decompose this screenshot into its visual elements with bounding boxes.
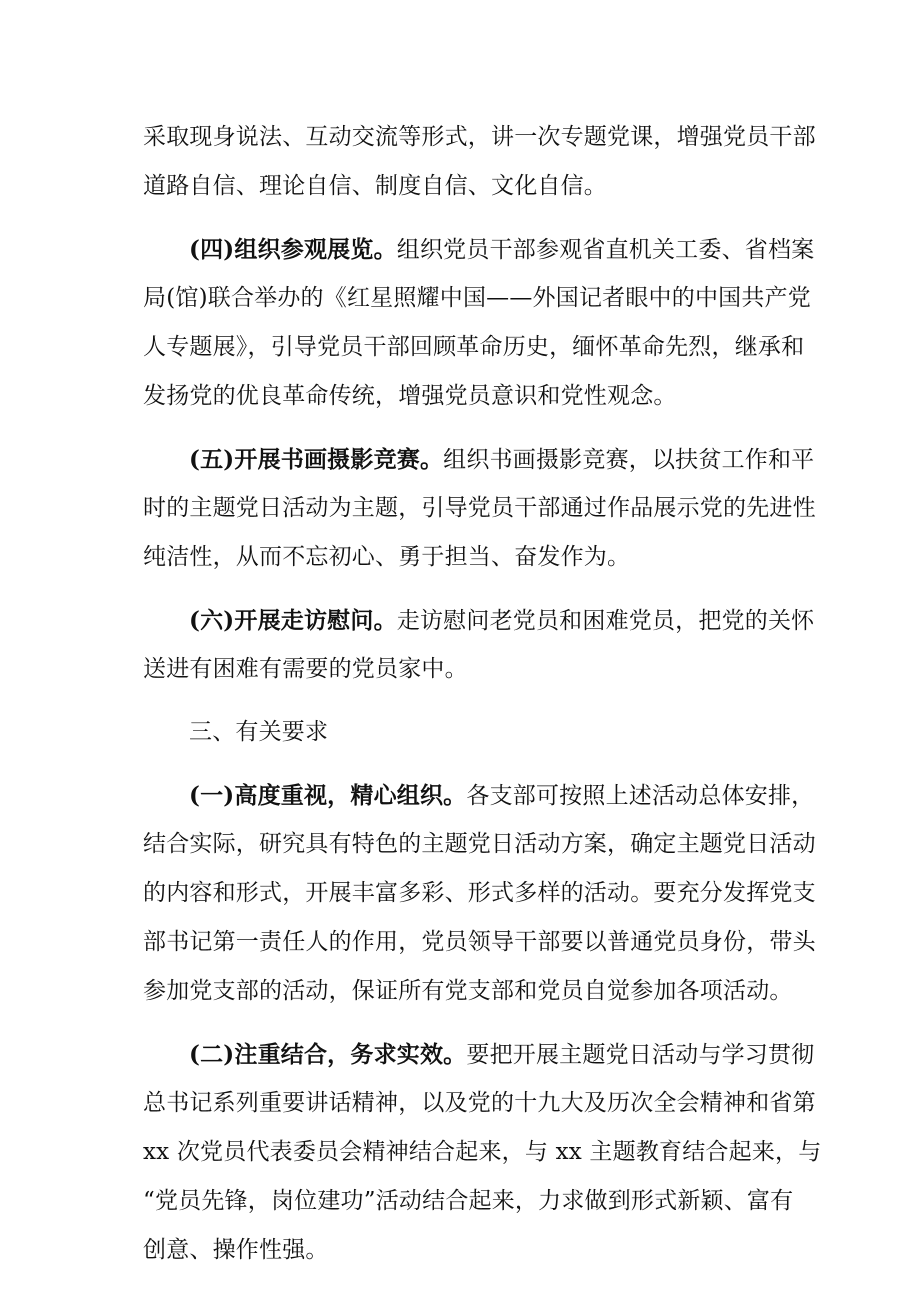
paragraph-text: 走访慰问老党员和困难党员，把党的关怀 bbox=[396, 608, 815, 634]
paragraph-first-line bbox=[143, 435, 815, 484]
paragraph-first-line bbox=[143, 1030, 815, 1079]
document-body bbox=[143, 113, 822, 1275]
paragraph-text: 要把开展主题党日活动与学习贯彻 bbox=[466, 1042, 815, 1068]
paragraph-line: 纯洁性，从而不忘初心、勇于担当、奋发作为。 bbox=[143, 544, 631, 570]
paragraph-line: 送进有困难有需要的党员家中。 bbox=[143, 656, 468, 682]
paragraph-line: 采取现身说法、互动交流等形式，讲一次专题党课，增强党员干部 bbox=[143, 124, 816, 150]
paragraph-text: 各支部可按照上述活动总体安排， bbox=[466, 783, 815, 809]
paragraph-line: 参加党支部的活动，保证所有党支部和党员自觉参加各项活动。 bbox=[143, 978, 793, 1004]
paragraph-heading: (四)组织参观展览。 bbox=[189, 236, 397, 263]
paragraph-first-line bbox=[143, 225, 815, 274]
paragraph-first-line bbox=[143, 596, 815, 645]
section-title: 三、有关要求 bbox=[189, 719, 329, 745]
paragraph-line: 结合实际，研究具有特色的主题党日活动方案，确定主题党日活动 bbox=[143, 831, 816, 857]
paragraph-line: 总书记系列重要讲话精神，以及党的十九大及历次全会精神和省第 bbox=[143, 1090, 816, 1116]
paragraph-line: 局(馆)联合举办的《红星照耀中国——外国记者眼中的中国共产党 bbox=[143, 285, 811, 311]
paragraph-first-line bbox=[143, 771, 815, 820]
paragraph-heading: (一)高度重视，精心组织。 bbox=[189, 782, 467, 809]
paragraph-heading: (五)开展书画摄影竞赛。 bbox=[189, 446, 444, 473]
paragraph-line: “党员先锋，岗位建功”活动结合起来，力求做到形式新颖、富有 bbox=[143, 1188, 794, 1214]
paragraph-line: 人专题展》，引导党员干部回顾革命历史，缅怀革命先烈，继承和 bbox=[143, 334, 805, 360]
paragraph-heading: (六)开展走访慰问。 bbox=[189, 607, 397, 634]
paragraph-line: 发扬党的优良革命传统，增强党员意识和党性观念。 bbox=[143, 383, 677, 409]
paragraph-text: 组织书画摄影竞赛，以扶贫工作和平 bbox=[443, 447, 815, 473]
paragraph-line: 创意、操作性强。 bbox=[143, 1237, 329, 1263]
paragraph-line: 部书记第一责任人的作用，党员领导干部要以普通党员身份，带头 bbox=[143, 929, 816, 955]
paragraph-text: 组织党员干部参观省直机关工委、省档案 bbox=[396, 237, 815, 263]
paragraph-heading: (二)注重结合，务求实效。 bbox=[189, 1041, 467, 1068]
paragraph-line: 道路自信、理论自信、制度自信、文化自信。 bbox=[143, 173, 607, 199]
paragraph-line: 时的主题党日活动为主题，引导党员干部通过作品展示党的先进性 bbox=[143, 495, 816, 521]
paragraph-line: xx 次党员代表委员会精神结合起来，与 xx 主题教育结合起来，与 bbox=[143, 1139, 822, 1165]
paragraph-line: 的内容和形式，开展丰富多彩、形式多样的活动。要充分发挥党支 bbox=[143, 880, 816, 906]
